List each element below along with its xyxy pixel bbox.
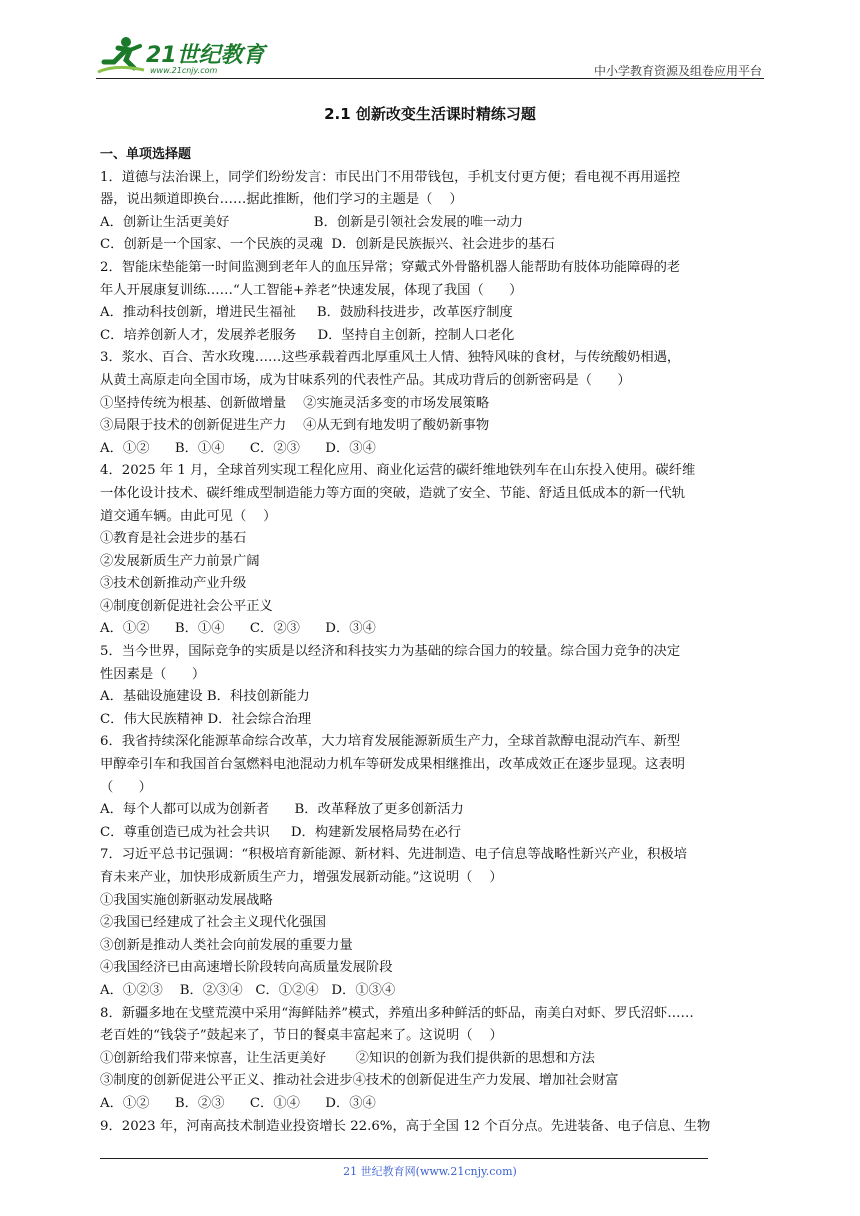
header-divider bbox=[96, 78, 764, 79]
text-line: 年人开展康复训练……“人工智能+养老”快速发展，体现了我国（ ） bbox=[100, 282, 523, 298]
text-line: ④制度创新促进社会公平正义 bbox=[100, 598, 273, 614]
text-line: 1．道德与法治课上，同学们纷纷发言：市民出门不用带钱包，手机支付更方便；看电视不再用遥控 bbox=[100, 169, 681, 185]
logo-text: 21世纪教育 bbox=[146, 43, 265, 68]
text-line: ①我国实施创新驱动发展战略 bbox=[100, 892, 273, 908]
text-line: ①创新给我们带来惊喜，让生活更美好 ②知识的创新为我们提供新的思想和方法 bbox=[100, 1050, 595, 1066]
text-line: ②发展新质生产力前景广阔 bbox=[100, 553, 260, 569]
text-line: 5．当今世界，国际竞争的实质是以经济和科技实力为基础的综合国力的较量。综合国力竞争的决定 bbox=[100, 644, 681, 660]
text-line: 9．2023 年，河南高技术制造业投资增长 22.6%，高于全国 12 个百分点。先进装备、电子信息、生物 bbox=[100, 1118, 711, 1134]
logo bbox=[96, 34, 266, 78]
text-line: 性因素是（ ） bbox=[100, 666, 206, 682]
section-heading: 一、单项选择题 bbox=[100, 147, 192, 162]
text-line: 2．智能床垫能第一时间监测到老年人的血压异常；穿戴式外骨骼机器人能帮助有肢体功能障碍的老 bbox=[100, 259, 681, 275]
text-line: A．①② B．①④ C．②③ D．③④ bbox=[100, 440, 376, 456]
text-line: 育未来产业，加快形成新质生产力，增强发展新动能。”这说明（ ） bbox=[100, 870, 503, 885]
text-line: A．①② B．②③ C．①④ D．③④ bbox=[100, 1095, 376, 1111]
text-line: A．创新让生活更美好 B．创新是引领社会发展的唯一动力 bbox=[100, 214, 524, 230]
runner-logo-icon bbox=[96, 34, 148, 78]
text-line: （ ） bbox=[100, 779, 152, 795]
text-line: A．每个人都可以成为创新者 B．改革释放了更多创新活力 bbox=[100, 802, 464, 818]
text-line: 老百姓的“钱袋子”鼓起来了，节日的餐桌丰富起来了。这说明（ ） bbox=[100, 1028, 503, 1044]
text-line: 道交通车辆。由此可见（ ） bbox=[100, 508, 277, 524]
text-line: ④我国经济已由高速增长阶段转向高质量发展阶段 bbox=[100, 960, 393, 976]
logo-url: www.21cnjy.com bbox=[150, 66, 218, 75]
page-title: 2.1 创新改变生活课时精练习题 bbox=[324, 105, 536, 123]
text-line: 4．2025 年 1 月，全球首列实现工程化应用、商业化运营的碳纤维地铁列车在山东投入使用。碳纤维 bbox=[100, 463, 696, 479]
text-line: ③制度的创新促进公平正义、推动社会进步④技术的创新促进生产力发展、增加社会财富 bbox=[100, 1073, 619, 1089]
text-line: 7．习近平总书记强调：“积极培育新能源、新材料、先进制造、电子信息等战略性新兴产业，积极培 bbox=[100, 847, 688, 863]
text-line: A．推动科技创新，增进民生福祉 B．鼓励科技进步，改革医疗制度 bbox=[100, 305, 513, 321]
page-header bbox=[96, 34, 764, 80]
text-line: A．①②③ B．②③④ C．①②④ D．①③④ bbox=[100, 982, 396, 998]
text-line: ②我国已经建成了社会主义现代化强国 bbox=[100, 915, 327, 931]
text-line: ③创新是推动人类社会向前发展的重要力量 bbox=[100, 937, 353, 953]
text-line: A．基础设施建设 B．科技创新能力 bbox=[100, 689, 310, 705]
text-line: C．尊重创造已成为社会共识 D．构建新发展格局势在必行 bbox=[100, 824, 462, 840]
text-line: 一体化设计技术、碳纤维成型制造能力等方面的突破，造就了安全、节能、舒适且低成本的新一代轨 bbox=[100, 485, 686, 501]
text-line: C．培养创新人才，发展养老服务 D．坚持自主创新，控制人口老化 bbox=[100, 327, 515, 343]
text-line: ③技术创新推动产业升级 bbox=[100, 576, 247, 592]
footer-divider bbox=[100, 1158, 708, 1159]
footer-link[interactable]: 21 世纪教育网(www.21cnjy.com) bbox=[343, 1165, 517, 1178]
text-line: C．创新是一个国家、一个民族的灵魂 D．创新是民族振兴、社会进步的基石 bbox=[100, 237, 555, 253]
text-line: ①教育是社会进步的基石 bbox=[100, 531, 247, 547]
text-line: 甲醇牵引车和我国首台氢燃料电池混动力机车等研发成果相继推出，改革成效正在逐步显现。这表明 bbox=[100, 757, 686, 773]
text-line: ①坚持传统为根基、创新做增量 ②实施灵活多变的市场发展策略 bbox=[100, 395, 490, 411]
text-line: C．伟大民族精神 D．社会综合治理 bbox=[100, 711, 312, 727]
text-line: 3．浆水、百合、苦水玫瑰……这些承载着西北厚重风土人情、独特风味的食材，与传统酸奶相遇， bbox=[100, 350, 681, 366]
question-content bbox=[100, 144, 764, 1138]
text-line: 从黄土高原走向全国市场，成为甘味系列的代表性产品。其成功背后的创新密码是（ ） bbox=[100, 372, 631, 388]
text-line: A．①② B．①④ C．②③ D．③④ bbox=[100, 621, 376, 637]
text-line: ③局限于技术的创新促进生产力 ④从无到有地发明了酸奶新事物 bbox=[100, 418, 490, 434]
text-line: 器，说出频道即换台……据此推断，他们学习的主题是（ ） bbox=[100, 192, 463, 208]
text-line: 8．新疆多地在戈壁荒漠中采用“海鲜陆养”模式，养殖出多种鲜活的虾品，南美白对虾、罗氏沼虾…… bbox=[100, 1005, 694, 1021]
platform-name: 中小学教育资源及组卷应用平台 bbox=[593, 64, 762, 78]
text-line: 6．我省持续深化能源革命综合改革，大力培育发展能源新质生产力，全球首款醇电混动汽车、新型 bbox=[100, 734, 681, 750]
